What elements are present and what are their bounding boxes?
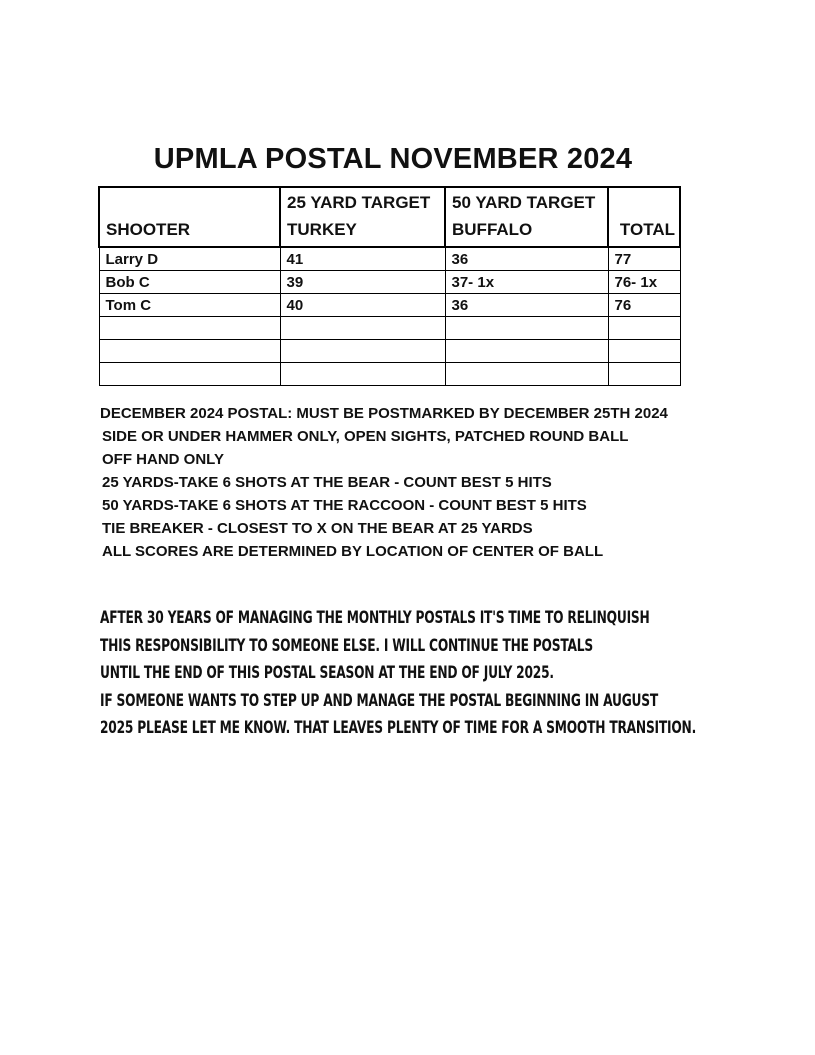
table-row [99, 271, 680, 294]
note-line: 2025 PLEASE LET ME KNOW. THAT LEAVES PLENTY OF TIME FOR A SMOOTH TRANSITION. [100, 718, 697, 738]
scores-table [98, 186, 681, 386]
rule-line: TIE BREAKER - CLOSEST TO X ON THE BEAR AT 25 YARDS [102, 520, 533, 537]
rules-block [100, 402, 668, 563]
rule-line: 50 YARDS-TAKE 6 SHOTS AT THE RACCOON - COUNT BEST 5 HITS [102, 497, 587, 514]
header-shooter: SHOOTER [99, 187, 280, 247]
cell-shooter: Bob C [99, 271, 280, 294]
rule-line: OFF HAND ONLY [102, 451, 224, 468]
page-title: UPMLA POSTAL NOVEMBER 2024 [153, 143, 633, 175]
cell-total: 76 [608, 294, 680, 317]
cell-shooter: Larry D [99, 247, 280, 271]
table-row [99, 317, 680, 340]
cell-shooter [99, 340, 280, 363]
cell-25-yard: 41 [280, 247, 445, 271]
note-line: AFTER 30 YEARS OF MANAGING THE MONTHLY POSTALS IT'S TIME TO RELINQUISH [100, 608, 650, 628]
note-line: IF SOMEONE WANTS TO STEP UP AND MANAGE THE POSTAL BEGINNING IN AUGUST [100, 690, 658, 711]
rule-line: ALL SCORES ARE DETERMINED BY LOCATION OF CENTER OF BALL [102, 543, 604, 560]
note-line: UNTIL THE END OF THIS POSTAL SEASON AT THE END OF JULY 2025. [100, 663, 554, 683]
cell-total [608, 363, 680, 386]
rule-line: 25 YARDS-TAKE 6 SHOTS AT THE BEAR - COUNT BEST 5 HITS [102, 474, 552, 491]
header-total: TOTAL [608, 187, 680, 247]
table-row [99, 294, 680, 317]
cell-50-yard [445, 317, 608, 340]
cell-25-yard [280, 317, 445, 340]
table-row [99, 247, 680, 271]
cell-total: 77 [608, 247, 680, 271]
table-header-row [99, 187, 680, 247]
cell-50-yard: 36 [445, 294, 608, 317]
cell-shooter [99, 317, 280, 340]
table-row [99, 340, 680, 363]
cell-total [608, 340, 680, 363]
rule-line: DECEMBER 2024 POSTAL: MUST BE POSTMARKED BY DECEMBER 25TH 2024 [100, 405, 668, 422]
cell-50-yard [445, 340, 608, 363]
cell-25-yard: 39 [280, 271, 445, 294]
cell-50-yard: 37- 1x [445, 271, 608, 294]
cell-25-yard: 40 [280, 294, 445, 317]
cell-total: 76- 1x [608, 271, 680, 294]
cell-25-yard [280, 363, 445, 386]
header-25-yard: 25 YARD TARGET TURKEY [280, 187, 445, 247]
table-row [99, 363, 680, 386]
cell-shooter: Tom C [99, 294, 280, 317]
note-line: THIS RESPONSIBILITY TO SOMEONE ELSE. I WILL CONTINUE THE POSTALS [100, 635, 593, 656]
cell-50-yard: 36 [445, 247, 608, 271]
cell-50-yard [445, 363, 608, 386]
announcement-note [100, 605, 734, 743]
cell-shooter [99, 363, 280, 386]
cell-total [608, 317, 680, 340]
rule-line: SIDE OR UNDER HAMMER ONLY, OPEN SIGHTS, PATCHED ROUND BALL [102, 428, 629, 445]
header-50-yard: 50 YARD TARGET BUFFALO [445, 187, 608, 247]
cell-25-yard [280, 340, 445, 363]
